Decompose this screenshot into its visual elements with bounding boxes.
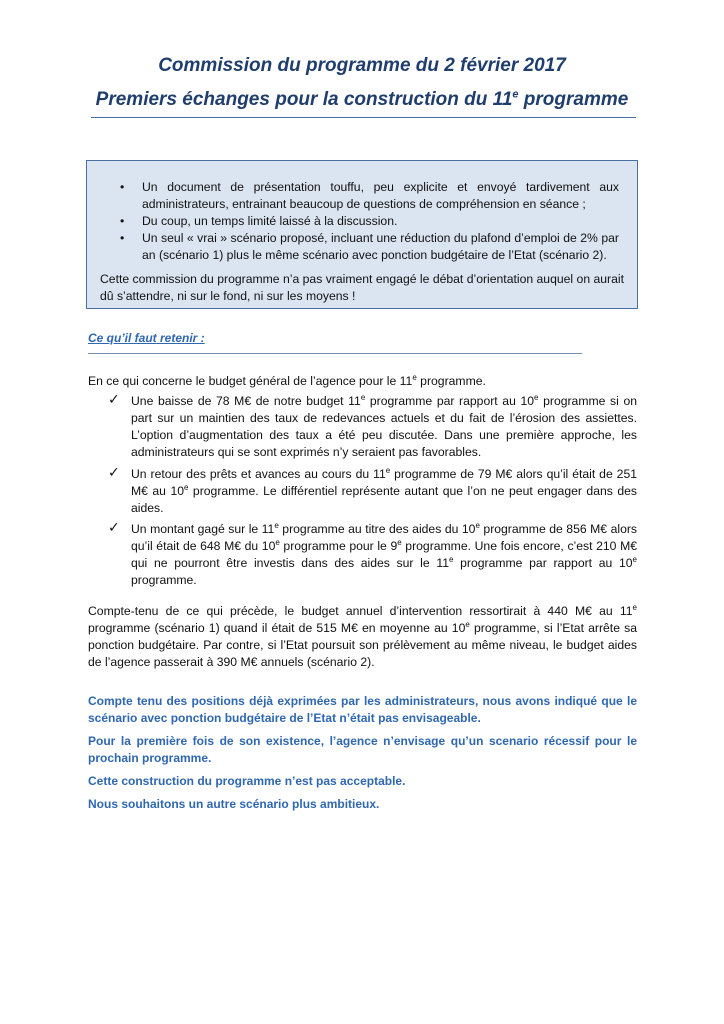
checkmark-icon: ✓ (108, 464, 120, 480)
blue-statement: Compte tenu des positions déjà exprimées par les administrateurs, nous avons indiqué que le scénario avec ponction budgétaire de l’Etat n’était pas envisageable. (88, 694, 637, 725)
section-divider (88, 353, 582, 354)
summary-bullet-text: Du coup, un temps limité laissé à la discussion. (142, 214, 398, 228)
budget-text: programme, si l’Etat arrête sa ponction budgétaire. Par contre, si l’Etat poursuit son prélèvement au même niveau, le budget aides de l’agence passerait à 390 M€ annuels (scénario 2). (88, 621, 638, 669)
check-text: programme de 79 M€ alors qu’il était de 251 M€ au 10 (131, 467, 638, 498)
title-underline (91, 117, 636, 118)
subtitle-text-part2: programme (518, 89, 629, 110)
blue-statement: Nous souhaitons un autre scénario plus ambitieux. (88, 797, 380, 811)
summary-bullet-text: Un seul « vrai » scénario proposé, incluant une réduction du plafond d’emploi de 2% par an (scénario 1) plus le même scénario avec ponction budgétaire de l’Etat (scénario 2). (142, 231, 619, 262)
check-text: Un retour des prêts et avances au cours du 11 (131, 467, 386, 481)
check-item-loan-returns (131, 466, 637, 517)
check-text: programme pour le 9 (279, 539, 398, 553)
subtitle-text-part1: Premiers échanges pour la construction du 11 (95, 89, 513, 110)
check-text: programme. Le différentiel représente autant que l’on ne peut engager dans des aides. (131, 484, 637, 515)
superscript: e (274, 520, 279, 530)
budget-paragraph (88, 603, 637, 671)
superscript: e (184, 482, 189, 492)
summary-bullet-list (87, 179, 639, 264)
superscript: e (397, 537, 402, 547)
check-item-budget-decrease (131, 393, 637, 461)
check-text: programme au titre des aides du 10 (278, 522, 476, 536)
bullet-icon: • (120, 180, 125, 194)
blue-statement: Cette construction du programme n’est pas acceptable. (88, 774, 406, 788)
checkmark-icon: ✓ (108, 391, 120, 407)
summary-bullet (87, 179, 639, 213)
check-text: programme. (131, 573, 197, 587)
summary-bullet (87, 213, 639, 230)
subtitle-superscript: e (512, 88, 519, 101)
check-text: programme de 856 M€ alors qu’il était de 648 M€ du 10 (131, 522, 637, 553)
superscript: e (275, 537, 280, 547)
superscript: e (475, 520, 480, 530)
superscript: e (632, 554, 637, 564)
summary-bullet (87, 230, 639, 264)
document-title: Commission du programme du 2 février 2017 (158, 55, 566, 76)
superscript: e (465, 619, 470, 629)
superscript: e (449, 554, 454, 564)
budget-text: programme (scénario 1) quand il était de 515 M€ en moyenne au 10 (88, 621, 466, 635)
check-text: Une baisse de 78 M€ de notre budget 11 (131, 394, 361, 408)
superscript: e (534, 392, 539, 402)
blue-statement: Pour la première fois de son existence, l’agence n’envisage qu’un scenario récessif pour le prochain programme. (88, 734, 637, 765)
budget-intro-text: En ce qui concerne le budget général de l’agence pour le 11 (88, 374, 413, 388)
budget-text: Compte-tenu de ce qui précède, le budget annuel d’intervention ressortirait à 440 M€ au 11 (88, 604, 633, 618)
superscript: e (412, 372, 417, 382)
check-text: programme si on part sur un maintien des taux de redevances actuels et du fait de l’érosion des assiettes. L’option d’augmentation des taux a été peu discutée. Dans une première approche, les administrateurs qui se sont exprimés n’y seraient pas favorables. (131, 394, 638, 459)
summary-conclusion: Cette commission du programme n’a pas vraiment engagé le débat d’orientation auquel on aurait dû s’attendre, ni sur le fond, ni sur les moyens ! (100, 272, 624, 303)
summary-box (86, 160, 638, 309)
check-text: Un montant gagé sur le 11 (131, 522, 275, 536)
check-item-pledged-amount (131, 521, 637, 589)
superscript: e (360, 392, 366, 402)
check-text: programme. Une fois encore, c’est 210 M€ qui ne pourront être investis dans des aides sur le 11 (131, 539, 637, 570)
checkmark-icon: ✓ (108, 519, 120, 535)
section-heading: Ce qu’il faut retenir : (88, 331, 205, 345)
check-text: programme par rapport au 10 (453, 556, 633, 570)
budget-intro-text-end: programme. (416, 374, 486, 388)
bullet-icon: • (120, 231, 125, 245)
summary-bullet-text: Un document de présentation touffu, peu explicite et envoyé tardivement aux administrateurs, entrainant beaucoup de questions de compréhension en séance ; (142, 180, 619, 211)
superscript: e (632, 602, 637, 612)
document-subtitle (0, 89, 724, 111)
check-text: programme par rapport au 10 (365, 394, 535, 408)
budget-intro (88, 374, 486, 388)
superscript: e (385, 465, 391, 475)
bullet-icon: • (120, 214, 125, 228)
